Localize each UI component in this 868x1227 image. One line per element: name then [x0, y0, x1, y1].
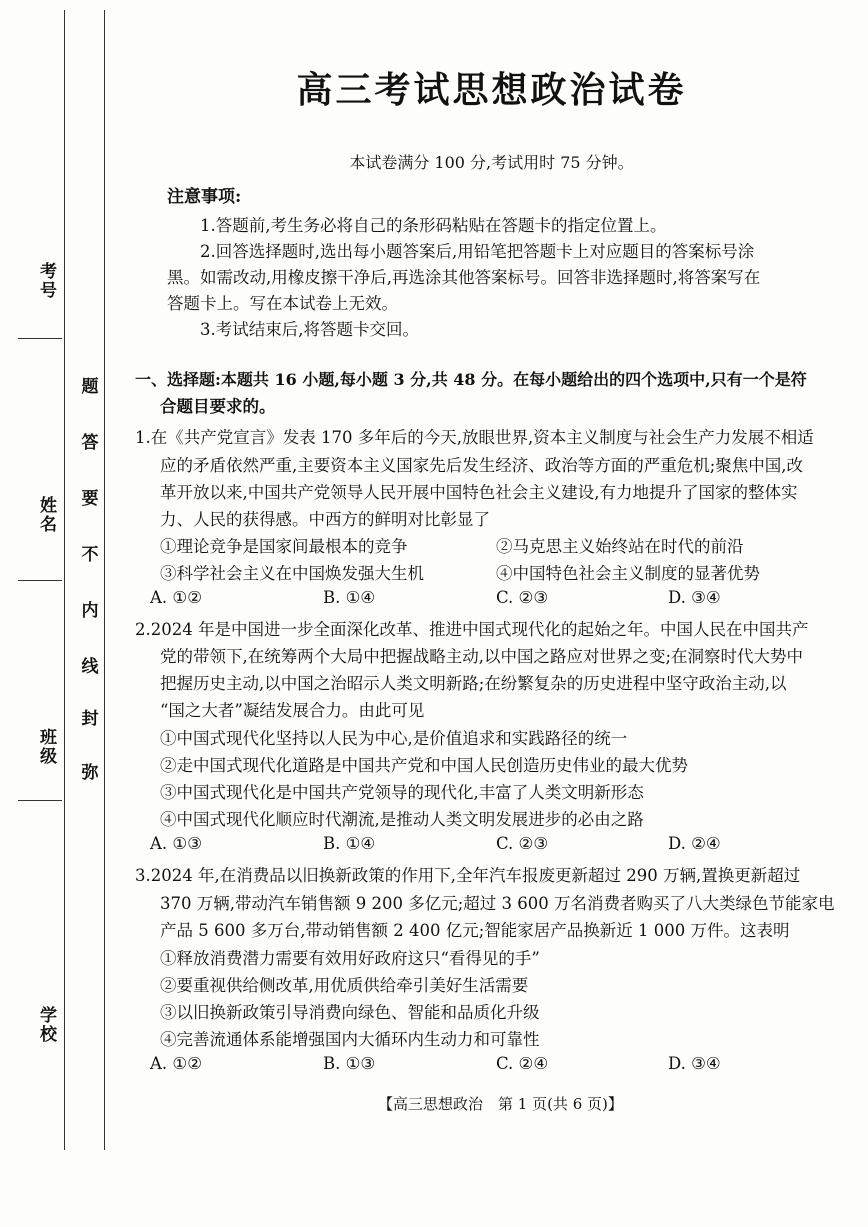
statement-item: ①理论竞争是国家间最根本的竞争: [160, 537, 408, 556]
seal-char: 内: [81, 601, 99, 621]
seal-char: 答: [81, 433, 99, 453]
statement-item: ①中国式现代化坚持以人民为中心,是价值追求和实践路径的统一: [160, 729, 628, 748]
class-line: [18, 800, 62, 801]
section-heading: 合题目要求的。: [160, 397, 276, 416]
statement-item: ①释放消费潜力需要有效用好政府这只“看得见的手”: [160, 949, 540, 968]
answer-choice: B. ①④: [323, 834, 376, 853]
answer-choice: B. ①③: [323, 1054, 376, 1073]
question-stem: 革开放以来,中国共产党领导人民开展中国特色社会主义建设,有力地提升了国家的整体实: [160, 483, 798, 502]
notice-line: 3.考试结束后,将答题卡交回。: [200, 320, 419, 339]
statement-item: ②马克思主义始终站在时代的前沿: [496, 537, 744, 556]
answer-choice: D. ③④: [668, 1054, 721, 1073]
question-stem: 应的矛盾依然严重,主要资本主义国家先后发生经济、政治等方面的严重危机;聚焦中国,改: [160, 456, 804, 475]
notice-line: 2.回答选择题时,选出每小题答案后,用铅笔把答题卡上对应题目的答案标号涂: [200, 242, 755, 261]
exam-no-label: 考号: [36, 262, 56, 300]
notice-line: 1.答题前,考生务必将自己的条形码粘贴在答题卡的指定位置上。: [200, 216, 667, 235]
question-stem: 党的带领下,在统筹两个大局中把握战略主动,以中国之路应对世界之变;在洞察时代大势中: [160, 647, 804, 666]
answer-choice: A. ①②: [150, 588, 202, 607]
class-label: 班级: [36, 728, 56, 766]
seal-char: 不: [81, 545, 99, 565]
notice-line: 答题卡上。写在本试卷上无效。: [167, 294, 398, 313]
answer-choice: D. ②④: [668, 834, 721, 853]
margin-line-right: [104, 10, 105, 1150]
question-stem: “国之大者”凝结发展合力。由此可见: [160, 701, 425, 720]
answer-choice: A. ①②: [150, 1054, 202, 1073]
seal-char: 题: [81, 377, 99, 397]
question-stem: 370 万辆,带动汽车销售额 9 200 多亿元;超过 3 600 万名消费者购买了八大类绿色节能家电: [160, 894, 835, 913]
name-label: 姓名: [36, 496, 56, 534]
name-line: [18, 580, 62, 581]
seal-char: 要: [81, 489, 99, 509]
statement-item: ③科学社会主义在中国焕发强大生机: [160, 564, 424, 583]
seal-char: 线: [81, 657, 99, 677]
statement-item: ②走中国式现代化道路是中国共产党和中国人民创造历史伟业的最大优势: [160, 756, 688, 775]
section-heading: 一、选择题:本题共 16 小题,每小题 3 分,共 48 分。在每小题给出的四个选项中,只有一个是符: [135, 370, 807, 389]
question-stem: 3.2024 年,在消费品以旧换新政策的作用下,全年汽车报废更新超过 290 万辆,置换更新超过: [135, 866, 801, 885]
answer-choice: C. ②④: [496, 1054, 549, 1073]
statement-item: ③以旧换新政策引导消费向绿色、智能和品质化升级: [160, 1003, 540, 1022]
school-label: 学校: [36, 1006, 56, 1044]
question-stem: 2.2024 年是中国进一步全面深化改革、推进中国式现代化的起始之年。中国人民在中国共产: [135, 620, 809, 639]
statement-item: ④中国式现代化顺应时代潮流,是推动人类文明发展进步的必由之路: [160, 810, 644, 829]
question-stem: 1.在《共产党宣言》发表 170 多年后的今天,放眼世界,资本主义制度与社会生产力发展不相适: [135, 428, 814, 447]
statement-item: ④完善流通体系能增强国内大循环内生动力和可靠性: [160, 1030, 540, 1049]
seal-char: 封: [81, 709, 99, 729]
page-footer: 【高三思想政治 第 1 页(共 6 页)】: [378, 1095, 623, 1113]
answer-choice: D. ③④: [668, 588, 721, 607]
statement-item: ③中国式现代化是中国共产党领导的现代化,丰富了人类文明新形态: [160, 783, 644, 802]
question-stem: 产品 5 600 多万台,带动销售额 2 400 亿元;智能家居产品换新近 1 000 万件。这表明: [160, 921, 790, 940]
exam-info: 本试卷满分 100 分,考试用时 75 分钟。: [349, 153, 634, 172]
notice-heading: 注意事项:: [167, 187, 242, 207]
answer-choice: C. ②③: [496, 834, 549, 853]
answer-choice: A. ①③: [150, 834, 202, 853]
statement-item: ②要重视供给侧改革,用优质供给牵引美好生活需要: [160, 976, 529, 995]
page-title: 高三考试思想政治试卷: [296, 69, 687, 111]
answer-choice: C. ②③: [496, 588, 549, 607]
seal-char: 弥: [81, 763, 99, 783]
margin-line-left: [64, 10, 65, 1150]
answer-choice: B. ①④: [323, 588, 376, 607]
statement-item: ④中国特色社会主义制度的显著优势: [496, 564, 760, 583]
question-stem: 力、人民的获得感。中西方的鲜明对比彰显了: [160, 510, 490, 529]
exam-no-line: [18, 338, 62, 339]
question-stem: 把握历史主动,以中国之治昭示人类文明新路;在纷繁复杂的历史进程中坚守政治主动,以: [160, 674, 787, 693]
notice-line: 黑。如需改动,用橡皮擦干净后,再选涂其他答案标号。回答非选择题时,将答案写在: [167, 268, 761, 287]
